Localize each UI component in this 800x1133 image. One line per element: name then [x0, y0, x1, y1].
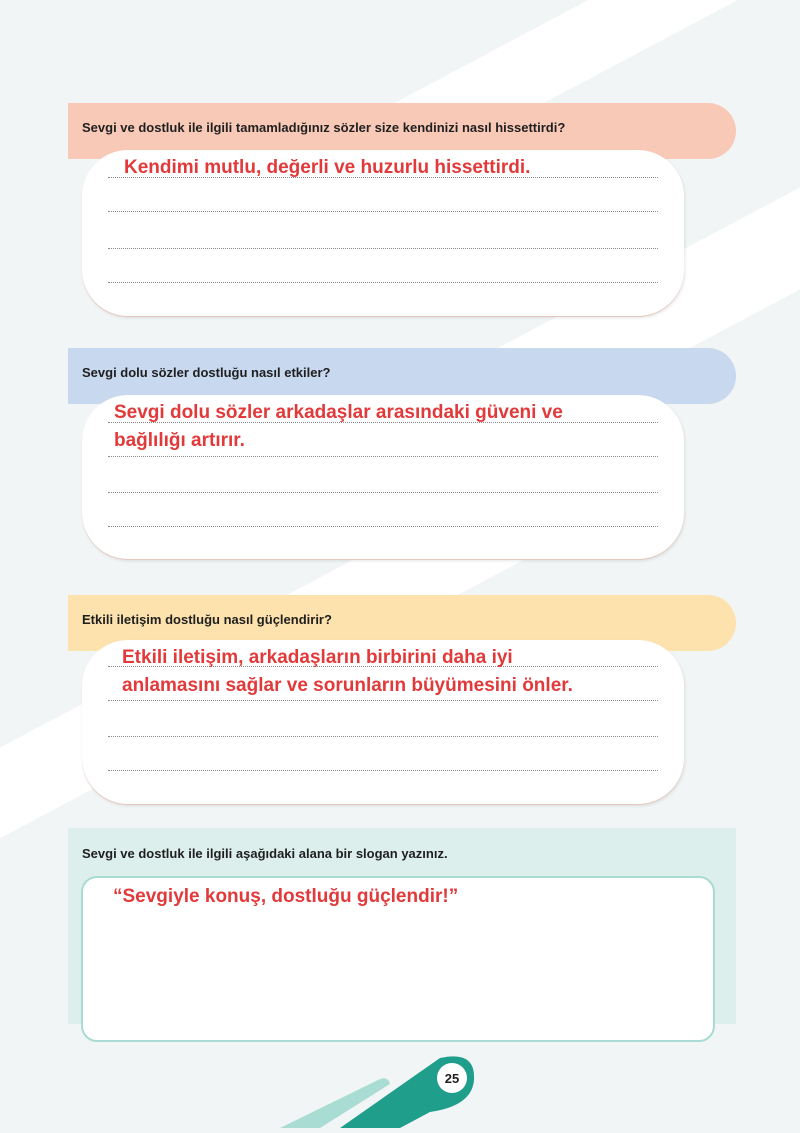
writing-line	[108, 736, 658, 737]
slogan-answer-box[interactable]	[81, 876, 715, 1042]
question-text-2: Sevgi dolu sözler dostluğu nasıl etkiler?	[82, 364, 331, 380]
writing-line	[108, 456, 658, 457]
writing-line	[108, 248, 658, 249]
answer-box-3[interactable]	[82, 640, 684, 804]
writing-line	[108, 700, 658, 701]
page-number-badge	[280, 1050, 480, 1128]
page-corner-decoration	[280, 1050, 480, 1128]
page-number: 25	[444, 1071, 460, 1086]
question-text-1: Sevgi ve dostluk ile ilgili tamamladığınız sözler size kendinizi nasıl hissettirdi?	[82, 119, 566, 135]
answer-text-3: Etkili iletişim, arkadaşların birbirini daha iyi anlamasını sağlar ve sorunların büyümesini önler.	[122, 647, 573, 696]
slogan-answer-text: “Sevgiyle konuş, dostluğu güçlendir!”	[113, 886, 459, 907]
writing-line	[108, 770, 658, 771]
writing-line	[108, 211, 658, 212]
question-text-3: Etkili iletişim dostluğu nasıl güçlendirir?	[82, 611, 332, 627]
answer-box-1[interactable]	[82, 150, 684, 316]
answer-text-1: Kendimi mutlu, değerli ve huzurlu hissettirdi.	[124, 157, 531, 178]
answer-box-2[interactable]	[82, 395, 684, 559]
writing-line	[108, 492, 658, 493]
writing-line	[108, 526, 658, 527]
writing-line	[108, 282, 658, 283]
slogan-question: Sevgi ve dostluk ile ilgili aşağıdaki alana bir slogan yazınız.	[82, 846, 448, 861]
answer-text-2: Sevgi dolu sözler arkadaşlar arasındaki güveni ve bağlılığı artırır.	[114, 402, 563, 451]
